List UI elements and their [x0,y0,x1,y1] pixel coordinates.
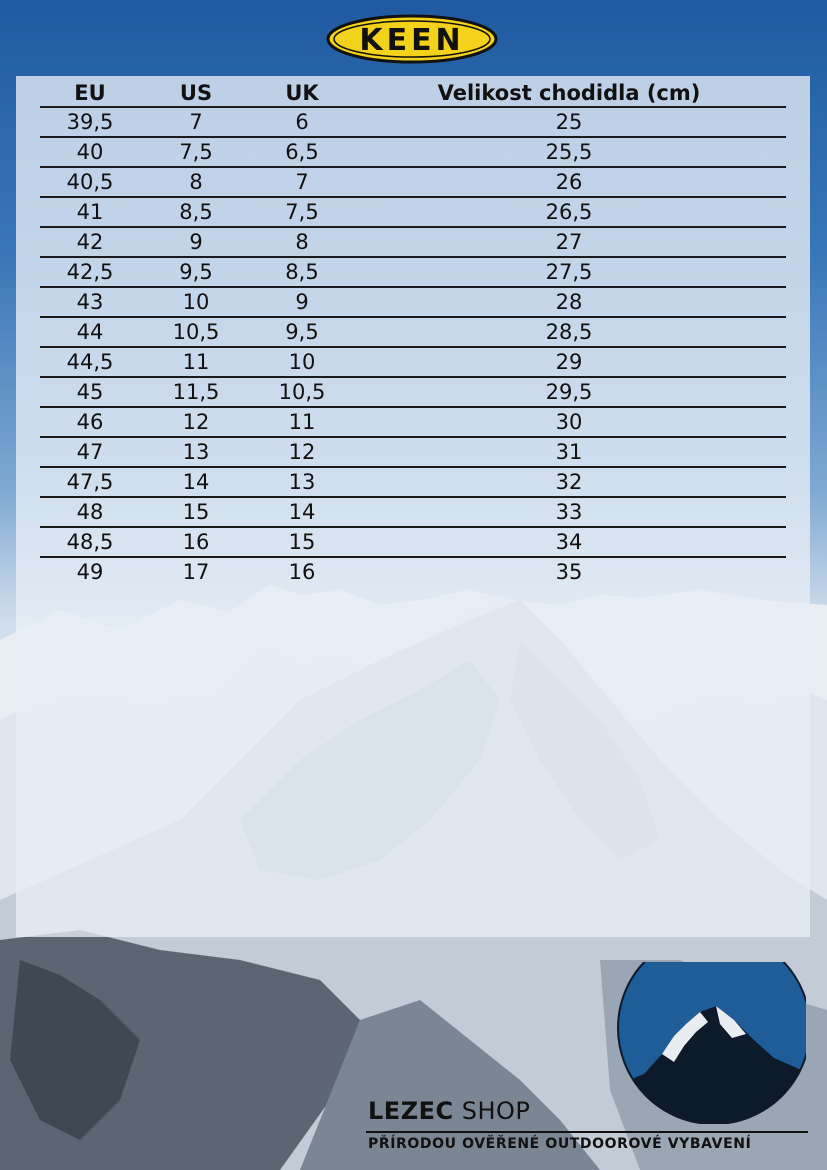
cell-us: 16 [140,527,252,557]
cell-foot-length: 30 [352,407,786,437]
cell-foot-length: 29 [352,347,786,377]
cell-us: 15 [140,497,252,527]
cell-us: 11,5 [140,377,252,407]
cell-uk: 8 [252,227,352,257]
cell-us: 10 [140,287,252,317]
column-header-uk: UK [252,80,352,107]
cell-us: 8 [140,167,252,197]
cell-uk: 9 [252,287,352,317]
table-row [40,437,786,467]
cell-uk: 11 [252,407,352,437]
cell-foot-length: 26 [352,167,786,197]
cell-eu: 42 [40,227,140,257]
cell-uk: 12 [252,437,352,467]
cell-foot-length: 32 [352,467,786,497]
cell-us: 12 [140,407,252,437]
cell-foot-length: 28,5 [352,317,786,347]
cell-eu: 46 [40,407,140,437]
table-row [40,347,786,377]
cell-eu: 44 [40,317,140,347]
cell-foot-length: 28 [352,287,786,317]
cell-foot-length: 27 [352,227,786,257]
shop-tagline: PŘÍRODOU OVĚŘENÉ OUTDOOROVÉ VYBAVENÍ [368,1136,752,1152]
table-header-row [40,80,786,107]
column-header-eu: EU [40,80,140,107]
shop-name [368,1097,530,1125]
keen-logo [326,14,498,64]
cell-us: 7 [140,107,252,137]
cell-uk: 8,5 [252,257,352,287]
table-row [40,257,786,287]
table-row [40,557,786,586]
cell-us: 14 [140,467,252,497]
cell-foot-length: 26,5 [352,197,786,227]
shop-name-bold: LEZEC [368,1097,454,1125]
column-header-foot-length: Velikost chodidla (cm) [352,80,786,107]
cell-eu: 47 [40,437,140,467]
cell-eu: 42,5 [40,257,140,287]
column-header-us: US [140,80,252,107]
cell-eu: 39,5 [40,107,140,137]
cell-uk: 13 [252,467,352,497]
cell-eu: 47,5 [40,467,140,497]
cell-us: 9,5 [140,257,252,287]
cell-uk: 9,5 [252,317,352,347]
cell-uk: 15 [252,527,352,557]
cell-us: 8,5 [140,197,252,227]
cell-us: 10,5 [140,317,252,347]
cell-eu: 49 [76,560,104,584]
cell-foot-length: 34 [352,527,786,557]
cell-uk: 10 [252,347,352,377]
table-row [40,497,786,527]
cell-foot-length: 25 [352,107,786,137]
cell-eu: 44,5 [40,347,140,377]
keen-logo-text: KEEN [359,23,465,58]
cell-us: 17 [182,560,210,584]
cell-foot-length: 31 [352,437,786,467]
cell-uk: 14 [252,497,352,527]
cell-uk: 6,5 [252,137,352,167]
cell-foot-length: 29,5 [352,377,786,407]
table-row [40,107,786,137]
shop-divider [366,1131,808,1133]
table-row [40,407,786,437]
cell-uk: 7 [252,167,352,197]
cell-eu: 40,5 [40,167,140,197]
table-row [40,317,786,347]
cell-foot-length: 25,5 [352,137,786,167]
cell-eu: 45 [40,377,140,407]
size-chart-table [40,80,786,586]
cell-uk: 10,5 [252,377,352,407]
table-row [40,467,786,497]
cell-eu: 41 [40,197,140,227]
cell-uk: 6 [252,107,352,137]
cell-foot-length: 35 [555,560,583,584]
cell-uk: 7,5 [252,197,352,227]
cell-eu: 40 [40,137,140,167]
lezec-shop-emblem [604,962,806,1124]
cell-eu: 43 [40,287,140,317]
cell-eu: 48 [40,497,140,527]
cell-us: 13 [140,437,252,467]
cell-foot-length: 33 [352,497,786,527]
table-row [40,527,786,557]
cell-us: 9 [140,227,252,257]
cell-foot-length: 27,5 [352,257,786,287]
table-row [40,287,786,317]
cell-us: 7,5 [140,137,252,167]
shop-name-light: SHOP [461,1097,531,1125]
cell-us: 11 [140,347,252,377]
cell-uk: 16 [288,560,316,584]
table-row [40,137,786,167]
table-row [40,197,786,227]
table-row [40,167,786,197]
cell-eu: 48,5 [40,527,140,557]
table-row [40,227,786,257]
table-row [40,377,786,407]
